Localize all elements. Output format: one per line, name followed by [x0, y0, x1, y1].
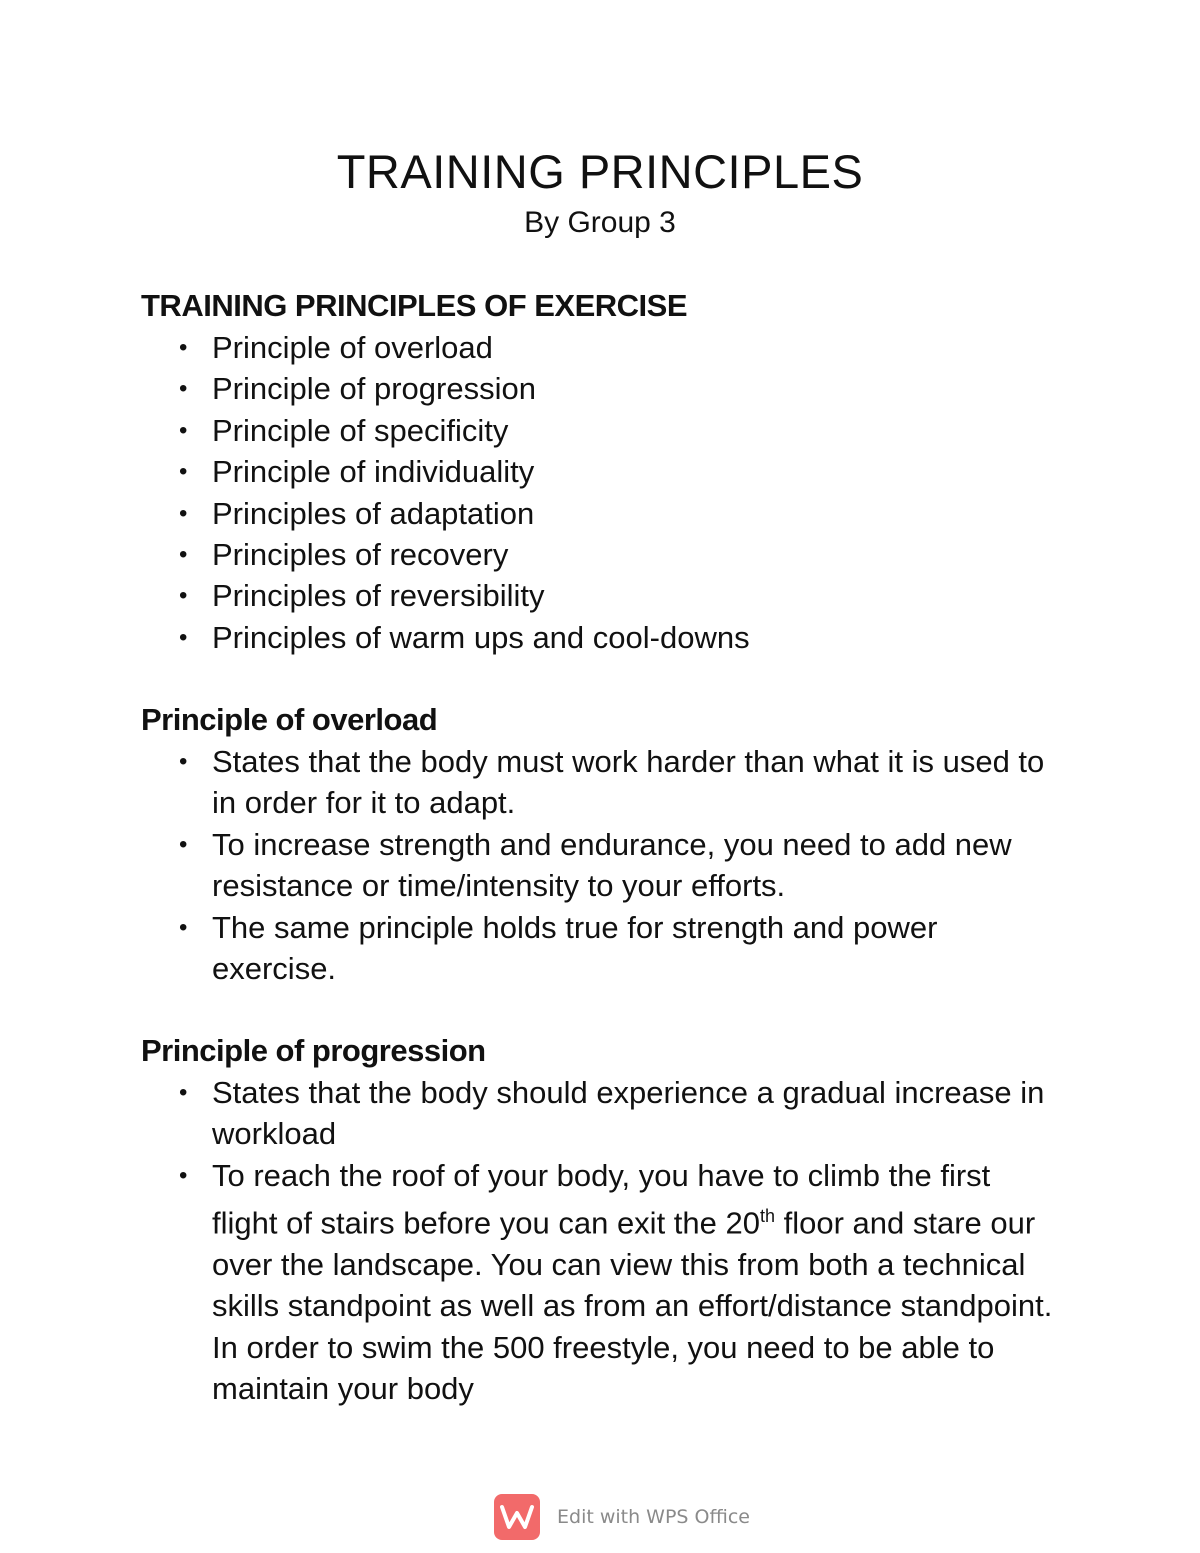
- section-heading: Principle of overload: [141, 702, 438, 737]
- bullet-icon: •: [179, 1079, 188, 1106]
- bullet-icon: •: [179, 1161, 188, 1189]
- wps-office-icon: [494, 1494, 540, 1540]
- bullet-icon: •: [179, 541, 188, 569]
- section-principle-of-progression: [141, 1030, 1061, 1410]
- bullet-icon: •: [179, 582, 188, 610]
- document-title: TRAINING PRINCIPLES: [336, 145, 864, 198]
- bullet-icon: •: [179, 375, 188, 403]
- list-item-text: Principles of recovery: [212, 537, 509, 573]
- list-item: [141, 741, 1061, 824]
- superscript-ordinal: th: [759, 1206, 775, 1227]
- bullet-list: [141, 741, 1061, 989]
- list-item: [141, 1072, 1061, 1155]
- section-training-principles-of-exercise: [141, 285, 1061, 658]
- list-item-text: Principle of progression: [212, 371, 536, 407]
- bullet-list: [141, 1072, 1061, 1410]
- list-item-text: States that the body should experience a gradual increase in workload: [212, 1075, 1045, 1152]
- section-principle-of-overload: [141, 699, 1061, 989]
- bullet-icon: •: [179, 458, 188, 486]
- bullet-icon: •: [179, 913, 188, 941]
- list-item: [141, 824, 1061, 907]
- list-item-text: Principles of warm ups and cool-downs: [212, 619, 750, 655]
- list-item: [141, 1155, 1061, 1410]
- footer-text: Edit with WPS Office: [557, 1506, 750, 1528]
- bullet-icon: •: [179, 623, 188, 651]
- bullet-icon: •: [179, 748, 188, 775]
- list-item-text: Principle of individuality: [212, 454, 535, 490]
- list-item-text: Principles of adaptation: [212, 495, 535, 531]
- bullet-list: [141, 327, 1061, 658]
- section-heading: TRAINING PRINCIPLES OF EXERCISE: [141, 288, 688, 323]
- list-item: [141, 451, 1061, 492]
- list-item-text: The same principle holds true for strength and power exercise.: [212, 909, 938, 987]
- list-item: [141, 534, 1061, 575]
- list-item-text-part: To reach the roof of your body, you have to climb the first flight of stairs before you can exit the 20: [212, 1157, 991, 1241]
- bullet-icon: •: [179, 499, 188, 527]
- list-item: [141, 617, 1061, 658]
- list-item: [141, 907, 1061, 990]
- document-subtitle: By Group 3: [524, 206, 676, 239]
- section-heading: Principle of progression: [141, 1033, 486, 1068]
- list-item: [141, 327, 1061, 368]
- list-item: [141, 368, 1061, 409]
- list-item-text: Principle of overload: [212, 330, 493, 365]
- bullet-icon: •: [179, 334, 188, 361]
- list-item: [141, 575, 1061, 616]
- list-item-text: Principle of specificity: [212, 412, 509, 448]
- bullet-icon: •: [179, 830, 188, 858]
- list-item: [141, 493, 1061, 534]
- list-item-text: States that the body must work harder than what it is used to in order for it to adapt.: [212, 744, 1045, 821]
- list-item-text: Principles of reversibility: [212, 578, 545, 614]
- bullet-icon: •: [179, 416, 188, 444]
- wps-footer[interactable]: [494, 1493, 750, 1541]
- list-item-text: To increase strength and endurance, you need to add new resistance or time/intensity to your efforts.: [212, 826, 1012, 904]
- list-item: [141, 410, 1061, 451]
- list-item-text-part: floor and stare our over the landscape. You can view this from both a technical skills standpoint as well as from an effort/distance standpoint. In order to swim the 500 freestyle, you need to be able to maintain your body: [212, 1205, 1053, 1407]
